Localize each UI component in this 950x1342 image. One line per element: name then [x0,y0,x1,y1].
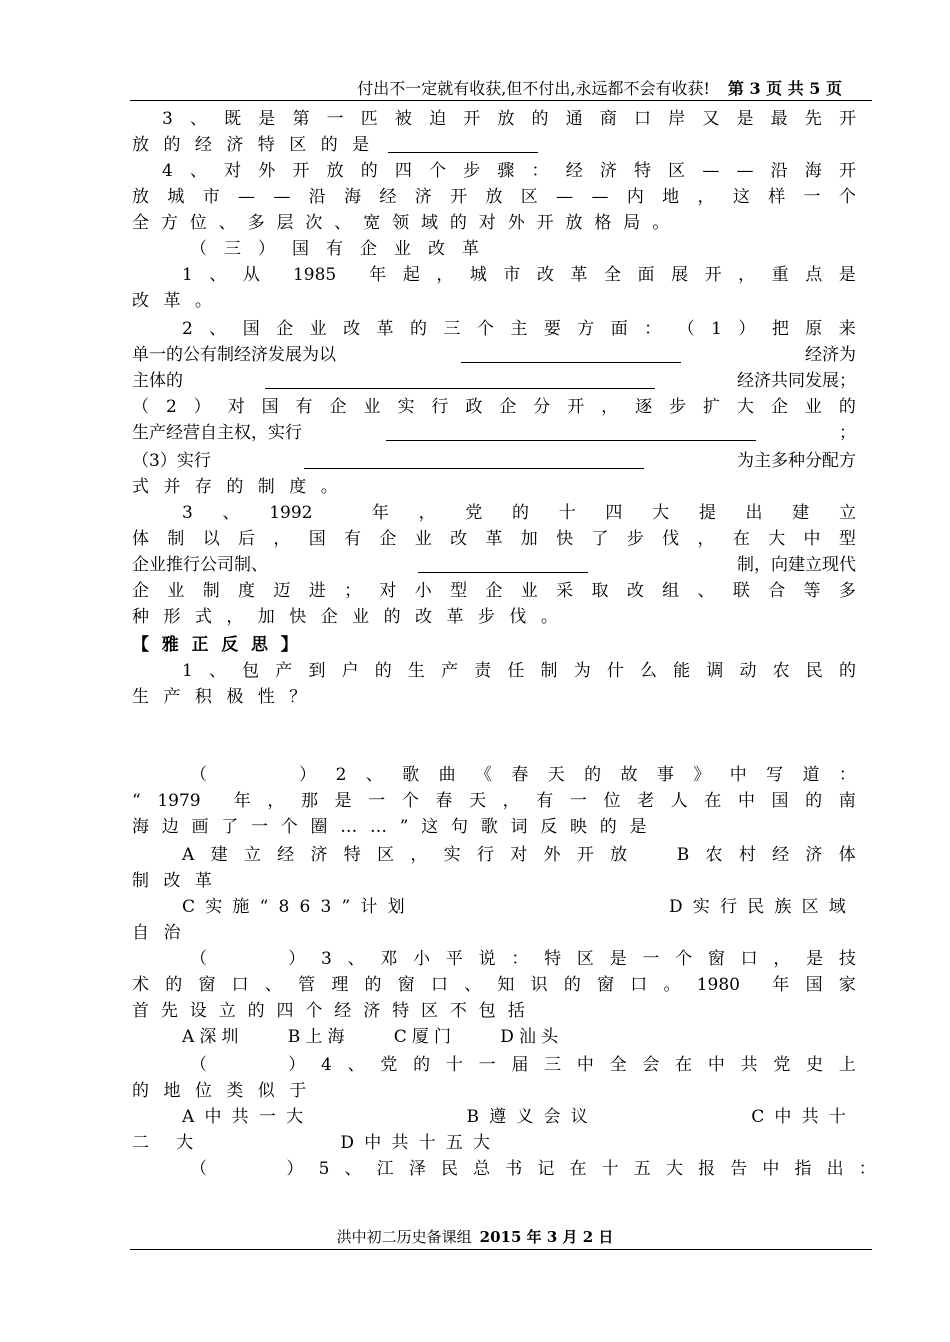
footer-group: 洪中初二历史备课组 [336,1228,472,1246]
option-line: 二大 D中共十五大 [132,1133,501,1153]
text-line: 单一的公有制经济发展为以 经济为 [132,342,856,368]
text-line: 全方位、多层次、宽领域的对外开放格局。 [132,213,682,233]
option-line: A深圳 B上海 C厦门 D汕头 [182,1027,564,1047]
text-line: 3 、 1992 年 ， 党 的 十 四 大 提 出 建 立 [182,503,856,523]
page-footer [0,1226,950,1247]
fill-blank[interactable] [388,132,538,153]
text-line: 主体的 经济共同发展； [132,368,856,394]
question-line: （ ） 5 、 江 泽 民 总 书 记 在 十 五 大 报 告 中 指 出 ： [190,1159,876,1179]
header-motto: 付出不一定就有收获,但不付出,永远都不会有收获! [357,79,710,98]
text-line: 4 、 对 外 开 放 的 四 个 步 骤 ： 经 济 特 区 — — 沿 海 开 [162,161,856,181]
text-line: 放的经济特区的是 [132,132,856,158]
footer-date: 2015 年 3 月 2 日 [479,1228,614,1246]
fill-blank[interactable] [265,368,655,389]
text-line: 的地位类似于 [132,1081,321,1101]
fill-blank[interactable] [461,342,681,363]
text-line: 1 、 从 1985 年 起 ， 城 市 改 革 全 面 展 开 ， 重 点 是 [182,265,856,285]
footer-rule [130,1249,872,1250]
text-line: （3）实行 为主多种分配方 [132,448,856,474]
option-line: C实施“863”计划 D实行民族区域 [182,897,856,917]
section-heading: （三）国有企业改革 [190,239,496,259]
text-line: 1 、 包 产 到 户 的 生 产 责 任 制 为 什 么 能 调 动 农 民 的 [182,661,856,681]
text-line: 改革。 [132,291,227,311]
text-line: 生产经营自主权，实行 ； [132,420,856,446]
page-header [130,76,872,99]
text-line: 自治 [132,923,195,943]
page-number: 第 3 页 共 5 页 [727,79,842,98]
text-line: 2 、 国 企 业 改 革 的 三 个 主 要 方 面 ： （ 1 ） 把 原 来 [182,319,856,339]
text-line: 生产积极性？ [132,687,321,707]
text-line: 企 业 制 度 迈 进 ； 对 小 型 企 业 采 取 改 组 、 联 合 等 多 [132,581,856,601]
text-line: 放 城 市 — — 沿 海 经 济 开 放 区 — — 内 地 ， 这 样 一 个 [132,187,856,207]
text-line: 术 的 窗 口 、 管 理 的 窗 口 、 知 识 的 窗 口 。 1980 年 国 家 [132,975,856,995]
reflection-heading: 【雅正反思】 [132,635,311,655]
text-line: 制改革 [132,871,227,891]
question-line: （ ） 4 、 党 的 十 一 届 三 中 全 会 在 中 共 党 史 上 [190,1055,856,1075]
header-rule [130,100,872,101]
text-line: 种形式，加快企业的改革步伐。 [132,607,573,627]
fill-blank[interactable] [304,448,644,469]
fill-blank[interactable] [386,420,756,441]
text-line: 首先设立的四个经济特区不包括 [132,1001,537,1021]
text-line: 式并存的制度。 [132,477,353,497]
option-line: A中共一大 B遵义会议 C中共十 [182,1107,856,1127]
text-line: “ 1979 年 ， 那 是 一 个 春 天 ， 有 一 位 老 人 在 中 国 的 南 [132,791,856,811]
option-line: A 建 立 经 济 特 区 ， 实 行 对 外 开 放 B 农 村 经 济 体 [182,845,856,865]
question-line: （ ） 2 、 歌 曲 《 春 天 的 故 事 》 中 写 道 ： [190,765,856,785]
text-line: 企业推行公司制、 制，向建立现代 [132,552,856,578]
text-line: 体 制 以 后 ， 国 有 企 业 改 革 加 快 了 步 伐 ， 在 大 中 型 [132,529,856,549]
fill-blank[interactable] [418,552,588,573]
text-line: 海边画了一个圈……”这句歌词反映的是 [132,817,660,837]
text-line: （ 2 ） 对 国 有 企 业 实 行 政 企 分 开 ， 逐 步 扩 大 企 业 的 [132,397,856,417]
text-line: 3 、 既 是 第 一 匹 被 迫 开 放 的 通 商 口 岸 又 是 最 先 开 [162,109,856,129]
question-line: （ ） 3 、 邓 小 平 说 ： 特 区 是 一 个 窗 口 ， 是 技 [190,949,856,969]
